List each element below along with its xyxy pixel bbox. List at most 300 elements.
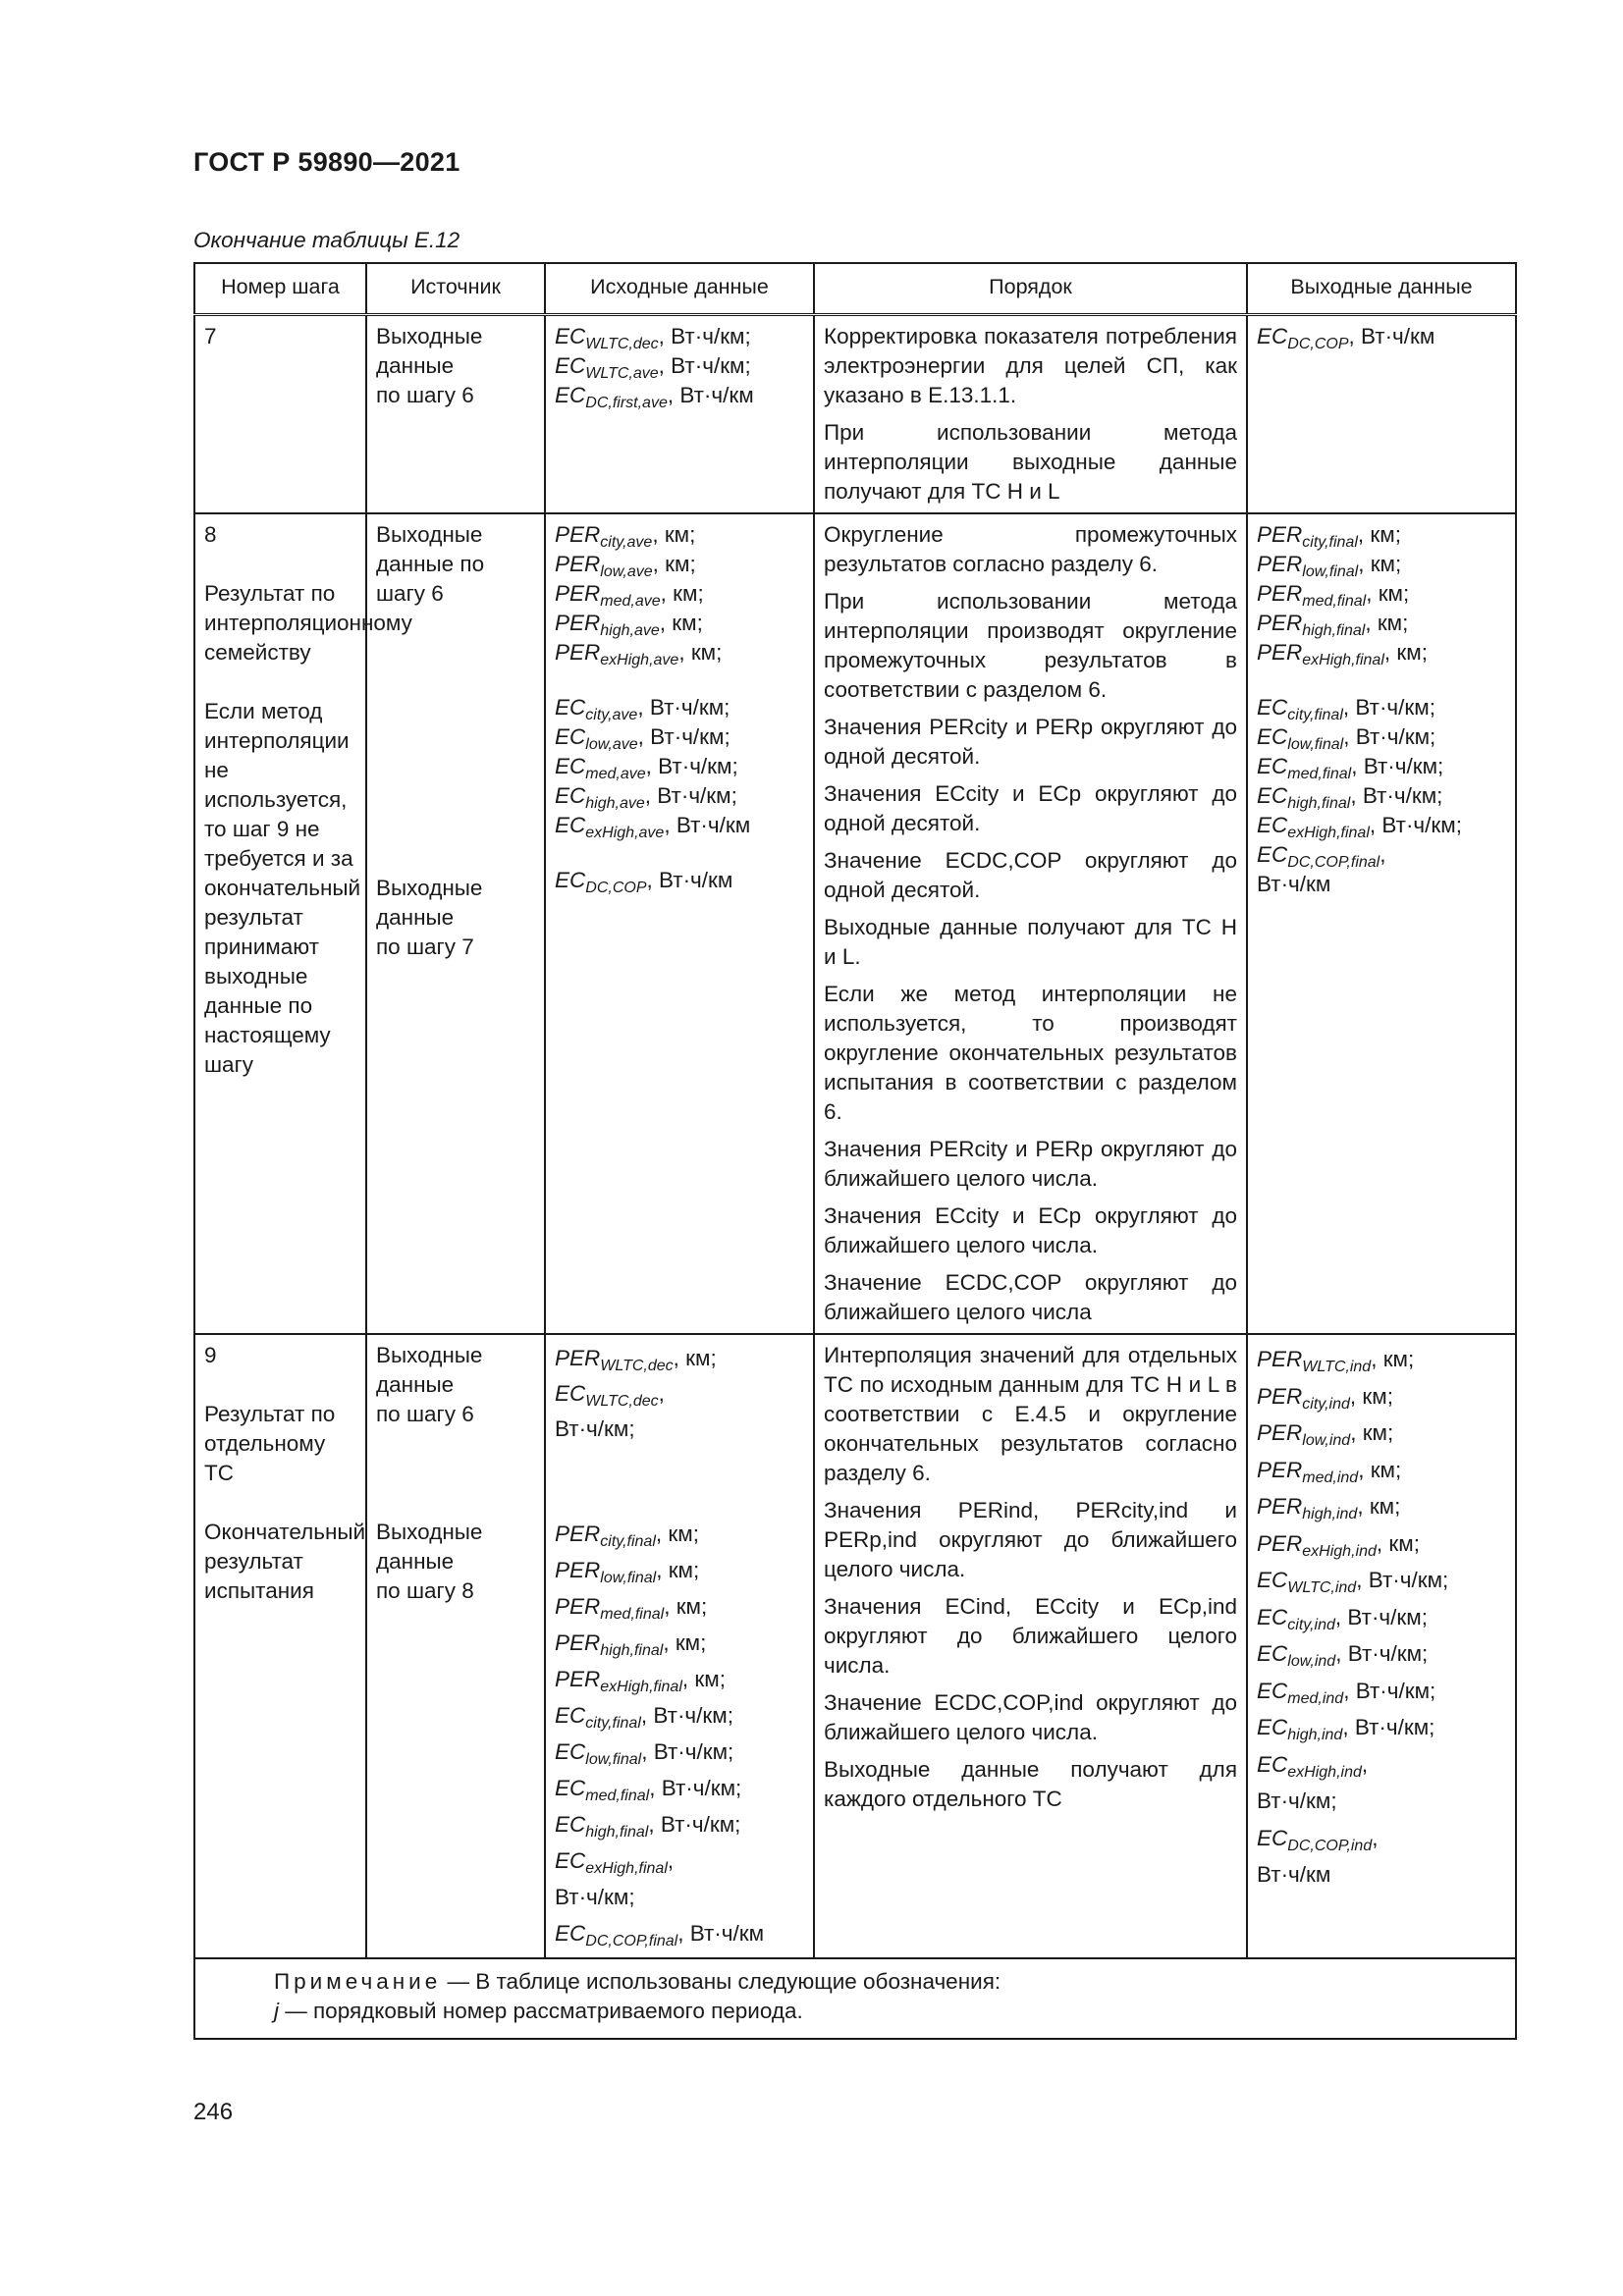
symbol-unit: , Вт·ч/км;: [1342, 695, 1435, 720]
symbol-subscript: exHigh,ind: [1287, 1763, 1362, 1781]
symbol-name: EC: [555, 353, 586, 378]
symbol-unit: , км;: [673, 1346, 717, 1370]
symbol-entry: [1257, 1673, 1506, 1710]
symbol-unit: , Вт·ч/км: [646, 868, 733, 892]
cell-order: [814, 315, 1247, 514]
symbol-unit: , Вт·ч/км;: [648, 1812, 741, 1837]
step-number: 9: [204, 1343, 217, 1367]
source-line: данные: [376, 1372, 455, 1397]
order-paragraph: Значение ECDC,COP округляют до одной десятой.: [824, 848, 1237, 902]
source-group: [376, 1341, 535, 1429]
symbol-name: PER: [555, 1558, 601, 1582]
symbol-unit: Вт·ч/км;: [555, 1416, 635, 1441]
symbol-unit: , Вт·ч/км: [1348, 324, 1435, 348]
symbol-unit: , Вт·ч/км;: [1342, 1715, 1435, 1739]
symbol-entry: [555, 1879, 804, 1915]
symbol-unit: , км;: [681, 1667, 726, 1691]
cell-source: [366, 1334, 545, 1958]
symbol-unit: , км;: [1371, 1347, 1415, 1371]
symbol-name: EC: [555, 754, 586, 778]
step-number: 8: [204, 522, 217, 547]
order-paragraph: Если же метод интерполяции не используется, то производят округление окончательных результатов испытания в соответствии с разделом 6.: [824, 982, 1237, 1124]
order-paragraph: Значения PERind, PERcity,ind и PERp,ind округляют до ближайшего целого числа.: [824, 1498, 1237, 1581]
symbol-subscript: exHigh,final: [1287, 825, 1370, 841]
symbol-name: PER: [1257, 1530, 1303, 1556]
table-header-row: [194, 263, 1516, 315]
note-definition: — порядковый номер рассматриваемого периода.: [279, 1999, 803, 2023]
note-text: — В таблице использованы следующие обозначения:: [441, 1969, 1001, 1994]
symbol-subscript: low,ave: [585, 736, 638, 753]
input-group: [555, 322, 804, 410]
symbol-name: EC: [555, 695, 586, 720]
symbol-unit: , км;: [1365, 611, 1409, 635]
symbol-name: EC: [555, 1381, 586, 1406]
symbol-subscript: low,ind: [1287, 1653, 1336, 1670]
source-line: Выходные: [376, 1520, 483, 1544]
symbol-entry: [555, 638, 804, 667]
symbol-unit: , км;: [1376, 1530, 1420, 1556]
symbol-entry: [555, 520, 804, 550]
symbol-unit: , км;: [1357, 522, 1401, 547]
source-group: [376, 322, 535, 410]
symbol-entry: [1257, 579, 1506, 609]
source-line: данные: [376, 353, 455, 378]
symbol-unit: , Вт·ч/км: [677, 1921, 765, 1946]
symbol-entry: [555, 1625, 804, 1661]
symbol-name: EC: [1257, 724, 1288, 749]
symbol-subscript: med,final: [1302, 593, 1367, 610]
symbol-subscript: high,final: [1302, 622, 1366, 639]
symbol-name: EC: [1257, 1751, 1288, 1777]
symbol-unit: , км;: [678, 640, 723, 665]
symbol-name: EC: [555, 1812, 586, 1837]
symbol-subscript: high,final: [600, 1642, 664, 1659]
symbol-entry: [1257, 1746, 1506, 1784]
symbol-name: EC: [555, 783, 586, 808]
symbol-name: EC: [1257, 324, 1288, 348]
symbol-name: PER: [555, 1630, 601, 1655]
symbol-unit: ,: [1380, 842, 1386, 867]
symbol-name: PER: [1257, 552, 1303, 576]
symbol-subscript: exHigh,final: [600, 1679, 682, 1695]
header-order: Порядок: [814, 263, 1247, 315]
symbol-name: EC: [1257, 813, 1288, 837]
order-paragraph: Значения PERcity и PERp округляют до одной десятой.: [824, 715, 1237, 769]
symbol-unit: , км;: [1366, 581, 1410, 606]
symbol-entry: [1257, 1783, 1506, 1820]
symbol-unit: , Вт·ч/км;: [1350, 783, 1443, 808]
order-paragraph: Интерполяция значений для отдельных ТС по исходным данным для ТС H и L в соответствии с Е.4.5 и округление окончательных результатов согласно разделу 6.: [824, 1343, 1237, 1485]
symbol-entry: [1257, 1820, 1506, 1857]
symbol-name: PER: [555, 1594, 601, 1619]
symbol-unit: , км;: [652, 552, 696, 576]
symbol-entry: [1257, 693, 1506, 722]
note-label: Примечание: [274, 1969, 442, 1994]
cell-outputs: [1247, 513, 1516, 1334]
step-description: Окончательный результат испытания: [204, 1520, 366, 1603]
symbol-entry: [555, 722, 804, 752]
symbol-unit: , Вт·ч/км;: [649, 1776, 742, 1800]
symbol-name: EC: [555, 1921, 586, 1946]
symbol-subscript: DC,first,ave: [585, 395, 668, 411]
symbol-name: EC: [1257, 754, 1288, 778]
symbol-unit: Вт·ч/км: [1257, 1862, 1331, 1887]
symbol-entry: [1257, 1452, 1506, 1489]
symbol-name: EC: [555, 868, 586, 892]
cell-inputs: [545, 315, 814, 514]
symbol-unit: , км;: [655, 1522, 699, 1546]
symbol-name: PER: [1257, 1494, 1303, 1519]
source-line: по шагу 7: [376, 934, 474, 959]
symbol-unit: , Вт·ч/км;: [1356, 1568, 1449, 1592]
symbol-unit: , Вт·ч/км;: [1334, 1604, 1428, 1629]
symbol-entry: [555, 1376, 804, 1412]
cell-source: [366, 513, 545, 1334]
symbol-subscript: med,final: [600, 1606, 665, 1623]
source-line: данные: [376, 905, 455, 930]
symbol-subscript: city,ave: [585, 707, 638, 723]
input-group: [555, 693, 804, 840]
table-row: [194, 513, 1516, 1334]
symbol-entry: [1257, 1599, 1506, 1636]
symbol-name: EC: [555, 1848, 586, 1873]
symbol-entry: [1257, 811, 1506, 840]
symbol-entry: [1257, 722, 1506, 752]
symbol-name: PER: [1257, 640, 1303, 665]
symbol-entry: [555, 1412, 804, 1447]
symbol-entry: [555, 351, 804, 381]
symbol-unit: , км;: [663, 1630, 707, 1655]
symbol-entry: [1257, 1415, 1506, 1452]
step-description: Результат по интерполяционному семейству: [204, 581, 412, 665]
output-group: [1257, 1341, 1506, 1894]
symbol-unit: , км;: [1383, 640, 1428, 665]
symbol-subscript: low,final: [1302, 563, 1359, 580]
symbol-subscript: med,final: [585, 1788, 650, 1804]
source-line: Выходные: [376, 876, 483, 900]
step-description: Результат по отдельному ТС: [204, 1402, 336, 1485]
symbol-entry: [555, 1842, 804, 1879]
input-group: [555, 866, 804, 895]
symbol-subscript: med,final: [1287, 766, 1352, 782]
symbol-name: PER: [555, 640, 601, 665]
symbol-name: PER: [555, 611, 601, 635]
cell-inputs: [545, 513, 814, 1334]
output-group: [1257, 322, 1506, 351]
symbol-subscript: low,final: [600, 1570, 657, 1586]
symbol-name: EC: [555, 1703, 586, 1728]
symbol-name: EC: [555, 1739, 586, 1764]
symbol-entry: [555, 550, 804, 579]
symbol-unit: , Вт·ч/км;: [644, 783, 737, 808]
cell-step: [194, 315, 366, 514]
symbol-subscript: city,final: [585, 1715, 641, 1732]
header-step: Номер шага: [194, 263, 366, 315]
symbol-entry: [1257, 609, 1506, 638]
symbol-entry: [555, 322, 804, 351]
symbol-subscript: WLTC,dec: [600, 1358, 674, 1374]
symbol-name: PER: [1257, 611, 1303, 635]
source-line: по шагу 6: [376, 383, 474, 407]
symbol-unit: Вт·ч/км: [1257, 872, 1331, 896]
symbol-subscript: city,final: [600, 1533, 656, 1550]
symbol-entry: [555, 752, 804, 781]
cell-outputs: [1247, 1334, 1516, 1958]
symbol-subscript: exHigh,ave: [600, 652, 679, 668]
symbol-entry: [1257, 1525, 1506, 1563]
symbol-unit: , км;: [652, 522, 696, 547]
symbol-subscript: city,final: [1302, 534, 1358, 551]
symbol-unit: , км;: [1358, 1457, 1402, 1482]
table-body: [194, 315, 1516, 1959]
symbol-subscript: exHigh,final: [1302, 652, 1384, 668]
symbol-name: EC: [1257, 1715, 1288, 1739]
note-row: [194, 1958, 1516, 2039]
symbol-entry: [555, 1915, 804, 1951]
symbol-subscript: WLTC,ind: [1287, 1579, 1357, 1596]
header-source: Источник: [366, 263, 545, 315]
symbol-subscript: DC,COP: [1287, 336, 1349, 352]
symbol-unit: , Вт·ч/км;: [641, 1739, 734, 1764]
symbol-subscript: WLTC,dec: [585, 1393, 659, 1410]
symbol-subscript: med,ind: [1287, 1689, 1344, 1707]
symbol-entry: [555, 1770, 804, 1806]
symbol-entry: [1257, 1709, 1506, 1746]
symbol-entry: [1257, 752, 1506, 781]
symbol-subscript: DC,COP,ind: [1287, 1837, 1373, 1854]
symbol-unit: , км;: [660, 581, 704, 606]
table-caption: Окончание таблицы Е.12: [193, 228, 460, 252]
step-description: Если метод интерполяции не используется, то шаг 9 не требуется и за окончательный результат принимают выходные данные по настоящему шагу: [204, 699, 361, 1077]
symbol-entry: [1257, 1488, 1506, 1525]
symbol-unit: , км;: [659, 611, 703, 635]
table-row: [194, 315, 1516, 514]
source-line: Выходные: [376, 522, 483, 547]
input-group: [555, 1516, 804, 1951]
symbol-subscript: low,final: [585, 1751, 642, 1768]
symbol-subscript: med,ind: [1302, 1468, 1359, 1486]
symbol-subscript: high,ave: [585, 795, 645, 812]
symbol-entry: [555, 1516, 804, 1552]
output-group: [1257, 693, 1506, 899]
symbol-name: PER: [1257, 1457, 1303, 1482]
source-line: Выходные: [376, 324, 483, 348]
symbol-name: PER: [555, 552, 601, 576]
symbol-entry: [555, 1806, 804, 1842]
symbol-entry: [555, 1588, 804, 1625]
symbol-entry: [555, 693, 804, 722]
symbol-subscript: exHigh,ind: [1302, 1542, 1377, 1560]
symbol-entry: [1257, 638, 1506, 667]
symbol-unit: , км;: [1349, 1383, 1393, 1409]
symbol-unit: , Вт·ч/км;: [1369, 813, 1462, 837]
symbol-name: EC: [555, 813, 586, 837]
symbol-subscript: WLTC,ave: [585, 365, 659, 382]
symbol-name: PER: [1257, 522, 1303, 547]
symbol-entry: [555, 781, 804, 811]
order-paragraph: Значения PERcity и PERp округляют до ближайшего целого числа.: [824, 1137, 1237, 1191]
symbol-subscript: exHigh,ave: [585, 825, 665, 841]
symbol-entry: [555, 1341, 804, 1376]
note-symbol: j: [274, 1999, 279, 2023]
source-line: данные по: [376, 552, 485, 576]
source-group: [376, 874, 535, 962]
symbol-entry: [1257, 1341, 1506, 1378]
symbol-subscript: city,ave: [600, 534, 653, 551]
cell-outputs: [1247, 315, 1516, 514]
symbol-entry: [555, 609, 804, 638]
order-paragraph: Значение ECDC,COP,ind округляют до ближайшего целого числа.: [824, 1690, 1237, 1744]
symbol-entry: [555, 866, 804, 895]
order-paragraph: При использовании метода интерполяции производят округление промежуточных результатов в соответствии с разделом 6.: [824, 589, 1237, 702]
symbol-unit: , км;: [1357, 1494, 1401, 1519]
symbol-subscript: low,ave: [600, 563, 653, 580]
order-paragraph: Округление промежуточных результатов согласно разделу 6.: [824, 522, 1237, 576]
symbol-entry: [1257, 1562, 1506, 1599]
symbol-unit: , км;: [1358, 552, 1402, 576]
symbol-unit: , Вт·ч/км;: [1335, 1641, 1429, 1666]
order-paragraph: При использовании метода интерполяции выходные данные получают для ТС H и L: [824, 420, 1237, 504]
header-inputs: Исходные данные: [545, 263, 814, 315]
symbol-subscript: high,ind: [1287, 1727, 1343, 1743]
order-paragraph: Выходные данные получают для каждого отдельного ТС: [824, 1757, 1237, 1811]
symbol-entry: [555, 579, 804, 609]
symbol-unit: ,: [667, 1848, 675, 1873]
symbol-name: EC: [1257, 695, 1288, 720]
symbol-entry: [555, 1697, 804, 1734]
symbol-name: EC: [1257, 1825, 1288, 1850]
symbol-subscript: low,ind: [1302, 1432, 1351, 1449]
symbol-unit: , км;: [664, 1594, 708, 1619]
source-group: [376, 1518, 535, 1606]
symbol-entry: [555, 1552, 804, 1588]
symbol-subscript: DC,COP,final: [1287, 854, 1380, 871]
symbol-name: EC: [1257, 842, 1288, 867]
order-paragraph: Значение ECDC,COP округляют до ближайшего целого числа: [824, 1270, 1237, 1324]
output-group: [1257, 520, 1506, 667]
table-row: [194, 1334, 1516, 1958]
order-paragraph: Значения ECind, ECcity и ECp,ind округляют до ближайшего целого числа.: [824, 1594, 1237, 1678]
symbol-entry: [1257, 1378, 1506, 1415]
symbol-unit: , Вт·ч/км;: [1343, 724, 1436, 749]
symbol-name: EC: [555, 383, 586, 407]
symbol-entry: [1257, 520, 1506, 550]
cell-source: [366, 315, 545, 514]
step-number: 7: [204, 324, 217, 348]
source-line: шагу 6: [376, 581, 444, 606]
symbol-unit: , Вт·ч/км;: [637, 695, 730, 720]
symbol-unit: ,: [1361, 1751, 1369, 1777]
symbol-name: EC: [555, 1776, 586, 1800]
symbol-name: PER: [555, 1346, 601, 1370]
symbol-unit: ,: [658, 1381, 665, 1406]
symbol-unit: , Вт·ч/км;: [1343, 1678, 1436, 1703]
symbol-subscript: city,final: [1287, 707, 1343, 723]
table-note: [194, 1958, 1516, 2039]
symbol-entry: [1257, 322, 1506, 351]
symbol-entry: [555, 1734, 804, 1770]
symbol-subscript: exHigh,final: [585, 1860, 668, 1877]
source-line: по шагу 8: [376, 1578, 474, 1603]
symbol-subscript: low,final: [1287, 736, 1344, 753]
input-group: [555, 1341, 804, 1447]
symbol-subscript: high,final: [1287, 795, 1351, 812]
symbol-subscript: high,ave: [600, 622, 660, 639]
page-header: ГОСТ Р 59890—2021: [193, 147, 460, 177]
symbol-entry: [1257, 870, 1506, 899]
symbol-subscript: DC,COP,final: [585, 1933, 678, 1949]
symbol-subscript: med,ave: [585, 766, 646, 782]
cell-inputs: [545, 1334, 814, 1958]
symbol-unit: , Вт·ч/км;: [658, 324, 751, 348]
symbol-name: EC: [1257, 1604, 1288, 1629]
symbol-unit: , Вт·ч/км: [667, 383, 754, 407]
symbol-entry: [1257, 1856, 1506, 1894]
cell-order: [814, 1334, 1247, 1958]
symbol-name: PER: [1257, 581, 1303, 606]
symbol-entry: [555, 811, 804, 840]
source-line: Выходные: [376, 1343, 483, 1367]
symbol-unit: Вт·ч/км;: [555, 1885, 635, 1909]
symbol-unit: , Вт·ч/км;: [637, 724, 730, 749]
symbol-subscript: city,ind: [1287, 1616, 1335, 1633]
symbol-name: EC: [1257, 1568, 1288, 1592]
symbol-entry: [1257, 1635, 1506, 1673]
symbol-name: PER: [555, 581, 601, 606]
source-line: данные: [376, 1549, 455, 1574]
steps-table: [193, 262, 1517, 2040]
source-group: [376, 520, 535, 609]
symbol-unit: , км;: [1350, 1420, 1394, 1445]
page-number: 246: [193, 2099, 234, 2125]
symbol-subscript: med,ave: [600, 593, 661, 610]
symbol-name: EC: [555, 724, 586, 749]
symbol-entry: [555, 1661, 804, 1697]
symbol-subscript: city,ind: [1302, 1395, 1350, 1413]
symbol-subscript: high,final: [585, 1824, 649, 1841]
symbol-name: PER: [555, 1522, 601, 1546]
symbol-name: PER: [555, 522, 601, 547]
symbol-name: PER: [555, 1667, 601, 1691]
cell-step: [194, 1334, 366, 1958]
input-group: [555, 520, 804, 667]
cell-order: [814, 513, 1247, 1334]
source-line: по шагу 6: [376, 1402, 474, 1426]
symbol-unit: Вт·ч/км;: [1257, 1789, 1337, 1813]
symbol-unit: , Вт·ч/км: [664, 813, 751, 837]
symbol-unit: , Вт·ч/км;: [658, 353, 751, 378]
order-paragraph: Значения ECcity и ECp округляют до одной десятой.: [824, 781, 1237, 835]
order-paragraph: Значения ECcity и ECp округляют до ближайшего целого числа.: [824, 1203, 1237, 1257]
symbol-subscript: WLTC,ind: [1302, 1359, 1372, 1375]
symbol-entry: [1257, 840, 1506, 870]
symbol-name: EC: [1257, 1678, 1288, 1703]
symbol-unit: , Вт·ч/км;: [645, 754, 738, 778]
symbol-name: PER: [1257, 1383, 1303, 1409]
order-paragraph: Корректировка показателя потребления электроэнергии для целей СП, как указано в Е.13.1.1.: [824, 324, 1237, 407]
order-paragraph: Выходные данные получают для ТС H и L.: [824, 915, 1237, 969]
symbol-name: EC: [1257, 1641, 1288, 1666]
symbol-name: PER: [1257, 1420, 1303, 1445]
symbol-unit: , км;: [656, 1558, 700, 1582]
symbol-entry: [1257, 550, 1506, 579]
symbol-subscript: high,ind: [1302, 1506, 1358, 1522]
symbol-name: EC: [555, 324, 586, 348]
symbol-subscript: DC,COP: [585, 880, 647, 896]
symbol-name: PER: [1257, 1347, 1303, 1371]
symbol-entry: [555, 381, 804, 410]
symbol-subscript: WLTC,dec: [585, 336, 659, 352]
